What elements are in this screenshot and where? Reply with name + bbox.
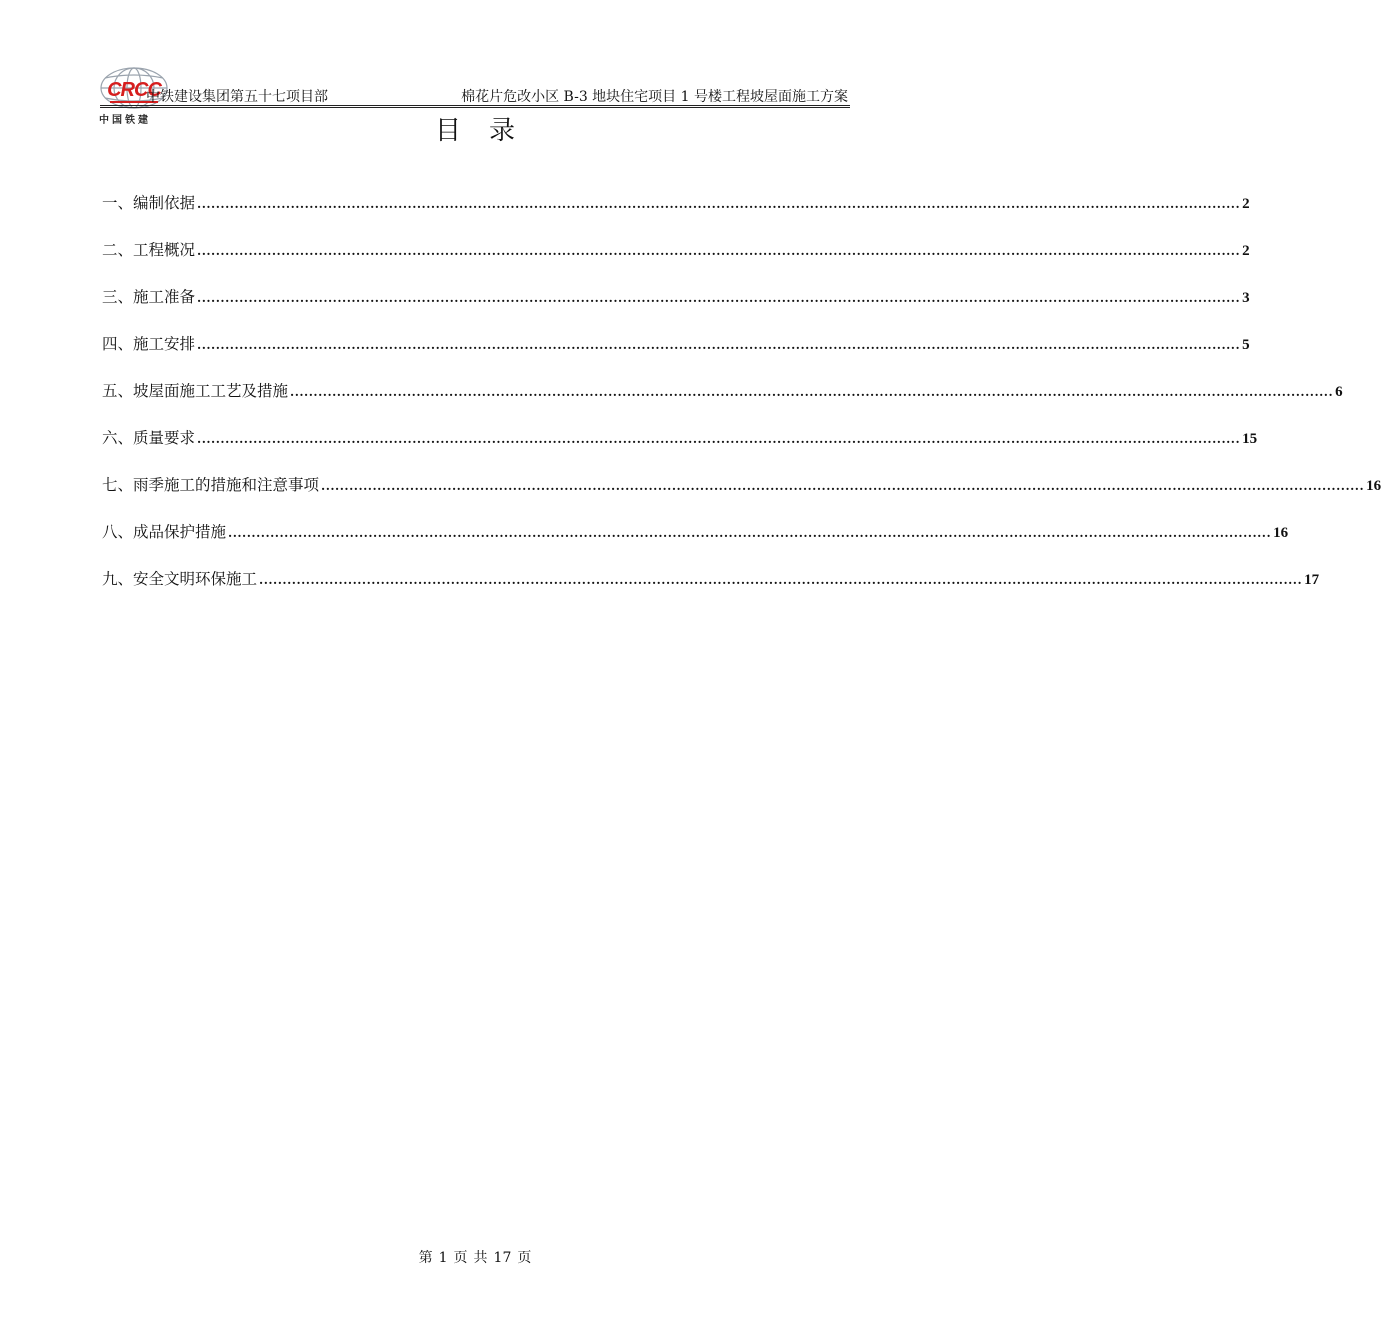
toc-leader-dots: ............................................................................................................................................................................................................................... [228,526,1272,540]
toc-entry-label: 五、坡屋面施工工艺及措施 [102,382,289,400]
toc-leader-dots: ............................................................................................................................................................................................................................... [197,244,1241,258]
page-footer [0,1249,950,1267]
toc-entry[interactable] [102,462,1381,509]
header-divider-secondary [100,107,850,108]
footer-total-word: 共 [473,1250,488,1266]
header-organization: 中铁建设集团第五十七项目部 [146,89,328,105]
toc-title: 目录 [434,116,543,146]
toc-leader-dots: ............................................................................................................................................................................................................................... [197,432,1241,446]
toc-entry[interactable] [102,321,1250,368]
toc-entry-page: 16 [1273,525,1289,541]
toc-entry-label: 六、质量要求 [102,429,196,447]
toc-entry-label: 三、施工准备 [102,288,196,306]
toc-leader-dots: ............................................................................................................................................................................................................................... [259,573,1303,587]
toc-entry-label: 七、雨季施工的措施和注意事项 [102,476,320,494]
toc-entry-page: 16 [1366,478,1381,494]
toc-entry-page: 3 [1242,290,1250,306]
toc-entry-page: 5 [1242,337,1250,353]
toc-entry[interactable] [102,509,1289,556]
toc-entry[interactable] [102,180,1250,227]
toc-entry-page: 2 [1242,243,1250,259]
footer-prefix: 第 [418,1250,433,1266]
toc-leader-dots: ............................................................................................................................................................................................................................... [321,479,1365,493]
toc-entry[interactable] [102,415,1258,462]
footer-total-pages: 17 [493,1250,512,1266]
header-divider [100,105,850,106]
toc-entry-label: 一、编制依据 [102,194,196,212]
toc-entry-page: 2 [1242,196,1250,212]
footer-page-word: 页 [453,1250,468,1266]
toc-entry-label: 八、成品保护措施 [102,523,227,541]
toc-entry-page: 17 [1304,572,1320,588]
logo-wordmark: CRCC [107,79,161,101]
toc-leader-dots: ............................................................................................................................................................................................................................... [290,385,1334,399]
table-of-contents [102,180,1381,603]
logo-caption: 中国铁建 [99,115,151,126]
toc-leader-dots: ............................................................................................................................................................................................................................... [197,338,1241,352]
footer-current-page: 1 [438,1250,448,1266]
toc-entry[interactable] [102,556,1320,603]
toc-entry-page: 6 [1335,384,1343,400]
toc-leader-dots: ............................................................................................................................................................................................................................... [197,197,1241,211]
toc-leader-dots: ............................................................................................................................................................................................................................... [197,291,1241,305]
header-document-title: 棉花片危改小区 B-3 地块住宅项目 1 号楼工程坡屋面施工方案 [461,89,848,105]
toc-entry[interactable] [102,368,1343,415]
toc-entry-label: 九、安全文明环保施工 [102,570,258,588]
toc-entry-label: 四、施工安排 [102,335,196,353]
toc-entry-label: 二、工程概况 [102,241,196,259]
toc-entry[interactable] [102,274,1250,321]
footer-suffix: 页 [517,1250,532,1266]
toc-entry[interactable] [102,227,1250,274]
toc-entry-page: 15 [1242,431,1258,447]
